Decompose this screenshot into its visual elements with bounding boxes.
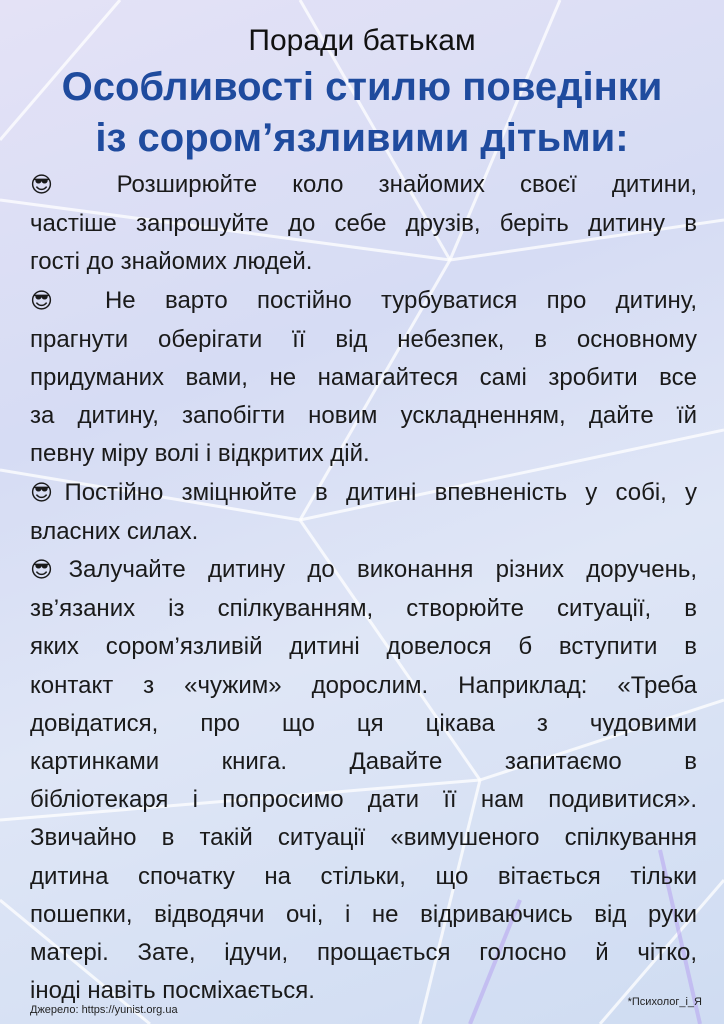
advice-text: за дитину, запобігти новим ускладненням, дайте їй: [30, 402, 697, 430]
smiling-face-with-sunglasses-icon: 😎: [30, 288, 76, 314]
advice-text: власних силах.: [30, 517, 199, 545]
advice-text: Звичайно в такій ситуації «вимушеного спілкування: [30, 824, 697, 852]
advice-line: [30, 166, 697, 205]
advice-text: зв’язаних із спілкуванням, створюйте ситуації, в: [30, 595, 697, 623]
author-credit: *Психолог_і_Я: [627, 996, 702, 1008]
title-line: із сором’язливими дітьми:: [95, 116, 629, 160]
smiling-face-with-sunglasses-icon: 😎: [30, 558, 69, 584]
advice-text: Постійно зміцнюйте в дитині впевненість у собі, у: [64, 478, 698, 506]
advice-line: [30, 359, 697, 397]
poster-title: [0, 62, 724, 164]
advice-line: [30, 397, 697, 435]
advice-line: [30, 858, 697, 896]
advice-line: [30, 781, 697, 819]
advice-list: [30, 166, 697, 1010]
poster-kicker: Поради батькам: [248, 24, 476, 57]
advice-text: дитина спочатку на стільки, що вітається тільки: [30, 862, 697, 890]
advice-text: бібліотекаря і попросимо дати її нам подивитися».: [30, 786, 697, 814]
advice-line: [30, 321, 697, 359]
advice-text: іноді навіть посміхається.: [30, 977, 315, 1005]
advice-line: [30, 243, 697, 281]
advice-text: яких сором’язливій дитині довелося б вступити в: [30, 633, 697, 661]
advice-text: Не варто постійно турбуватися про дитину,: [104, 286, 697, 314]
advice-line: [30, 819, 697, 857]
advice-line: [30, 590, 697, 628]
advice-text: Розширюйте коло знайомих своєї дитини,: [116, 171, 698, 198]
advice-text: частіше запрошуйте до себе друзів, беріть дитину в: [30, 210, 697, 238]
title-line: Особливості стилю поведінки: [61, 65, 663, 109]
advice-text: прагнути оберігати її від небезпек, в основному: [30, 325, 697, 353]
advice-line: [30, 282, 697, 321]
advice-line: [30, 743, 697, 781]
advice-line: [30, 628, 697, 666]
smiling-face-with-sunglasses-icon: 😎: [30, 173, 82, 198]
advice-line: [30, 896, 697, 934]
advice-text: придуманих вами, не намагайтеся самі зробити все: [30, 364, 697, 392]
advice-text: пошепки, відводячи очі, і не відриваючись від руки: [30, 900, 697, 928]
advice-item: [30, 474, 697, 551]
advice-item: [30, 166, 697, 282]
advice-text: Залучайте дитину до виконання різних доручень,: [68, 556, 698, 584]
advice-text: картинками книга. Давайте запитаємо в: [30, 748, 697, 776]
advice-line: [30, 934, 697, 972]
advice-text: довідатися, про що ця цікава з чудовими: [30, 709, 697, 737]
advice-text: матері. Зате, ідучи, прощається голосно й чітко,: [30, 939, 697, 967]
advice-line: [30, 205, 697, 243]
advice-line: [30, 551, 697, 590]
advice-text: контакт з «чужим» дорослим. Наприклад: «Треба: [30, 671, 697, 699]
smiling-face-with-sunglasses-icon: 😎: [30, 480, 65, 506]
advice-line: [30, 513, 697, 551]
advice-text: гості до знайомих людей.: [30, 248, 313, 276]
advice-line: [30, 474, 697, 513]
advice-item: [30, 551, 697, 1010]
advice-text: певну міру волі і відкритих дій.: [30, 440, 370, 468]
advice-line: [30, 667, 697, 705]
advice-line: [30, 435, 697, 473]
advice-item: [30, 282, 697, 474]
advice-line: [30, 705, 697, 743]
source-note: Джерело: https://yunist.org.ua: [30, 1004, 178, 1016]
